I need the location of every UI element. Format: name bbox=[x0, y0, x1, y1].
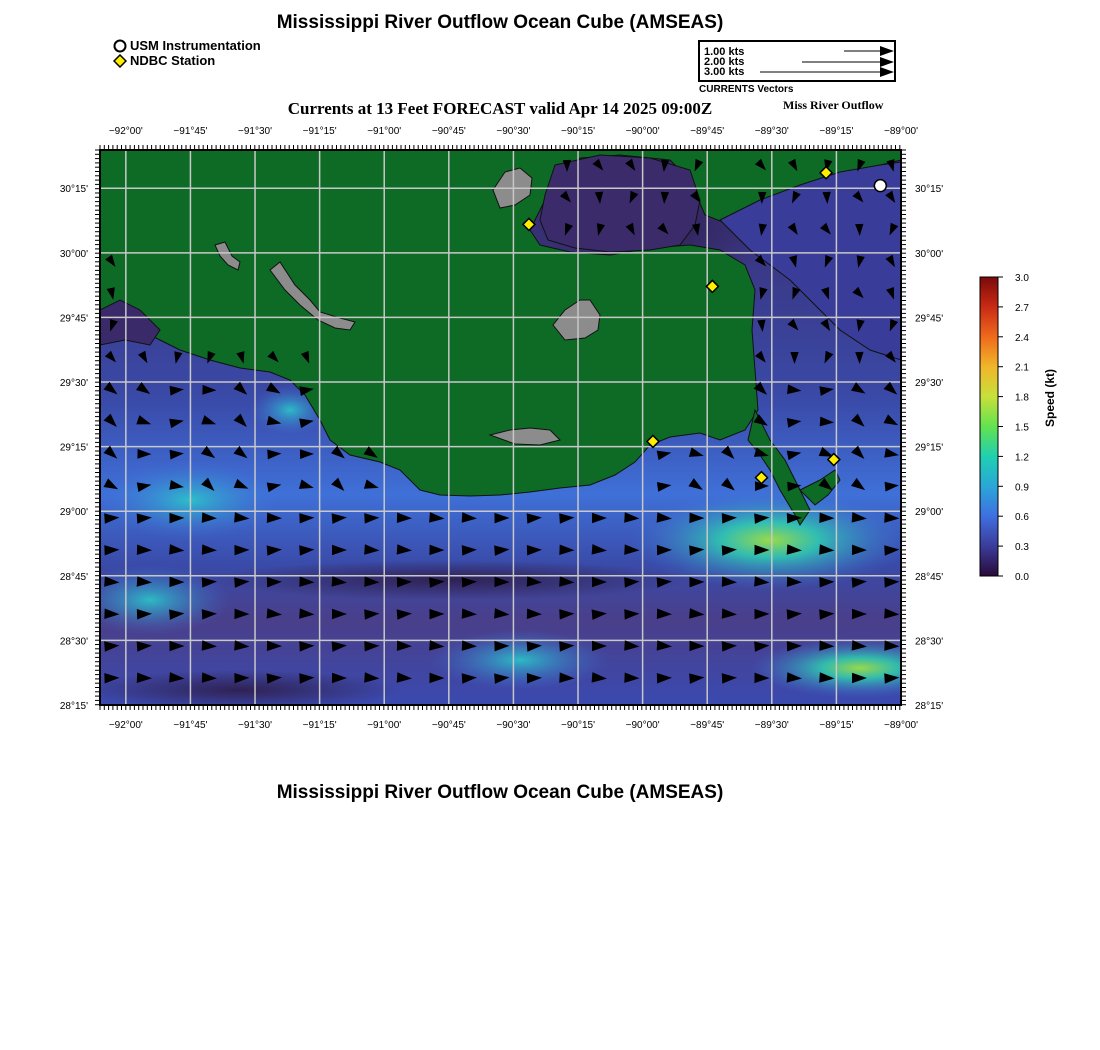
lon-label-bottom: −92°00' bbox=[108, 720, 143, 731]
lon-label-bottom: −90°00' bbox=[625, 720, 660, 731]
vector-key-label-2: 2.00 kts bbox=[704, 56, 745, 68]
colorbar-tick-label: 2.1 bbox=[1015, 362, 1029, 374]
lon-label-bottom: −91°30' bbox=[238, 720, 273, 731]
region-label: Miss River Outflow bbox=[783, 98, 884, 112]
lat-label-right: 29°30' bbox=[915, 378, 944, 390]
lat-label-right: 28°30' bbox=[915, 636, 944, 648]
colorbar bbox=[975, 270, 1055, 590]
lat-label-left: 28°15' bbox=[59, 701, 88, 712]
colorbar-tick-label: 0.3 bbox=[1015, 542, 1029, 554]
lon-label-bottom: −89°30' bbox=[754, 720, 789, 731]
lat-label-left: 29°45' bbox=[59, 313, 88, 325]
lon-label-top: −89°30' bbox=[754, 126, 789, 137]
colorbar-ramp bbox=[980, 277, 998, 576]
footer-title: Mississippi River Outflow Ocean Cube (AMSEAS) bbox=[276, 782, 724, 803]
colorbar-tick-label: 1.2 bbox=[1015, 452, 1029, 464]
lon-label-top: −91°15' bbox=[302, 126, 337, 137]
lon-label-top: −90°30' bbox=[496, 126, 531, 137]
lon-label-bottom: −91°45' bbox=[173, 720, 208, 731]
lon-label-top: −91°00' bbox=[367, 126, 402, 137]
lon-label-bottom: −89°00' bbox=[884, 720, 918, 731]
colorbar-tick-label: 1.8 bbox=[1015, 392, 1029, 404]
lon-label-bottom: −91°00' bbox=[367, 720, 402, 731]
lat-label-left: 30°15' bbox=[59, 184, 88, 196]
vector-key-caption: CURRENTS Vectors bbox=[699, 84, 794, 95]
colorbar-tick-label: 1.5 bbox=[1015, 422, 1029, 434]
lon-label-bottom: −90°30' bbox=[496, 720, 531, 731]
lat-label-left: 29°30' bbox=[59, 378, 88, 390]
lon-label-top: −90°15' bbox=[561, 126, 596, 137]
lat-label-right: 30°15' bbox=[915, 184, 944, 196]
lon-label-bottom: −90°45' bbox=[431, 720, 466, 731]
lon-label-top: −91°30' bbox=[238, 126, 273, 137]
colorbar-tick-label: 0.9 bbox=[1015, 482, 1029, 494]
legend-ndbc-label: NDBC Station bbox=[130, 53, 216, 68]
colorbar-label: Speed (kt) bbox=[1043, 368, 1057, 427]
page-title: Mississippi River Outflow Ocean Cube (AMSEAS) bbox=[276, 12, 724, 33]
lat-label-right: 28°45' bbox=[915, 571, 944, 583]
lat-label-left: 30°00' bbox=[59, 248, 88, 260]
lat-label-left: 29°00' bbox=[59, 507, 88, 519]
lat-label-left: 28°30' bbox=[59, 636, 88, 648]
lon-label-bottom: −89°15' bbox=[819, 720, 854, 731]
lat-label-left: 29°15' bbox=[59, 442, 88, 454]
lat-label-right: 29°45' bbox=[915, 313, 944, 325]
map-subtitle: Currents at 13 Feet FORECAST valid Apr 14 2025 09:00Z bbox=[287, 99, 713, 118]
lon-label-top: −90°45' bbox=[431, 126, 466, 137]
colorbar-tick-label: 2.7 bbox=[1015, 302, 1029, 314]
lon-label-bottom: −89°45' bbox=[690, 720, 725, 731]
colorbar-tick-label: 0.6 bbox=[1015, 512, 1029, 524]
lon-label-top: −89°00' bbox=[884, 126, 918, 137]
legend-usm-label: USM Instrumentation bbox=[130, 38, 261, 53]
lat-label-right: 29°15' bbox=[915, 442, 944, 454]
lon-label-top: −91°45' bbox=[173, 126, 208, 137]
colorbar-tick-label: 3.0 bbox=[1015, 273, 1029, 284]
lat-label-right: 29°00' bbox=[915, 507, 944, 519]
lat-label-right: 28°15' bbox=[915, 701, 944, 712]
lon-label-top: −89°15' bbox=[819, 126, 854, 137]
vector-key-label-1: 1.00 kts bbox=[704, 46, 745, 58]
lon-label-bottom: −91°15' bbox=[302, 720, 337, 731]
lon-label-top: −89°45' bbox=[690, 126, 725, 137]
lat-label-left: 28°45' bbox=[59, 571, 88, 583]
lon-label-bottom: −90°15' bbox=[561, 720, 596, 731]
colorbar-tick-label: 2.4 bbox=[1015, 332, 1029, 344]
vector-key-label-3: 3.00 kts bbox=[704, 66, 745, 78]
lon-label-top: −90°00' bbox=[625, 126, 660, 137]
lat-label-right: 30°00' bbox=[915, 248, 944, 260]
lon-label-top: −92°00' bbox=[108, 126, 143, 137]
colorbar-tick-label: 0.0 bbox=[1015, 572, 1029, 583]
usm-station-marker[interactable] bbox=[874, 180, 886, 192]
